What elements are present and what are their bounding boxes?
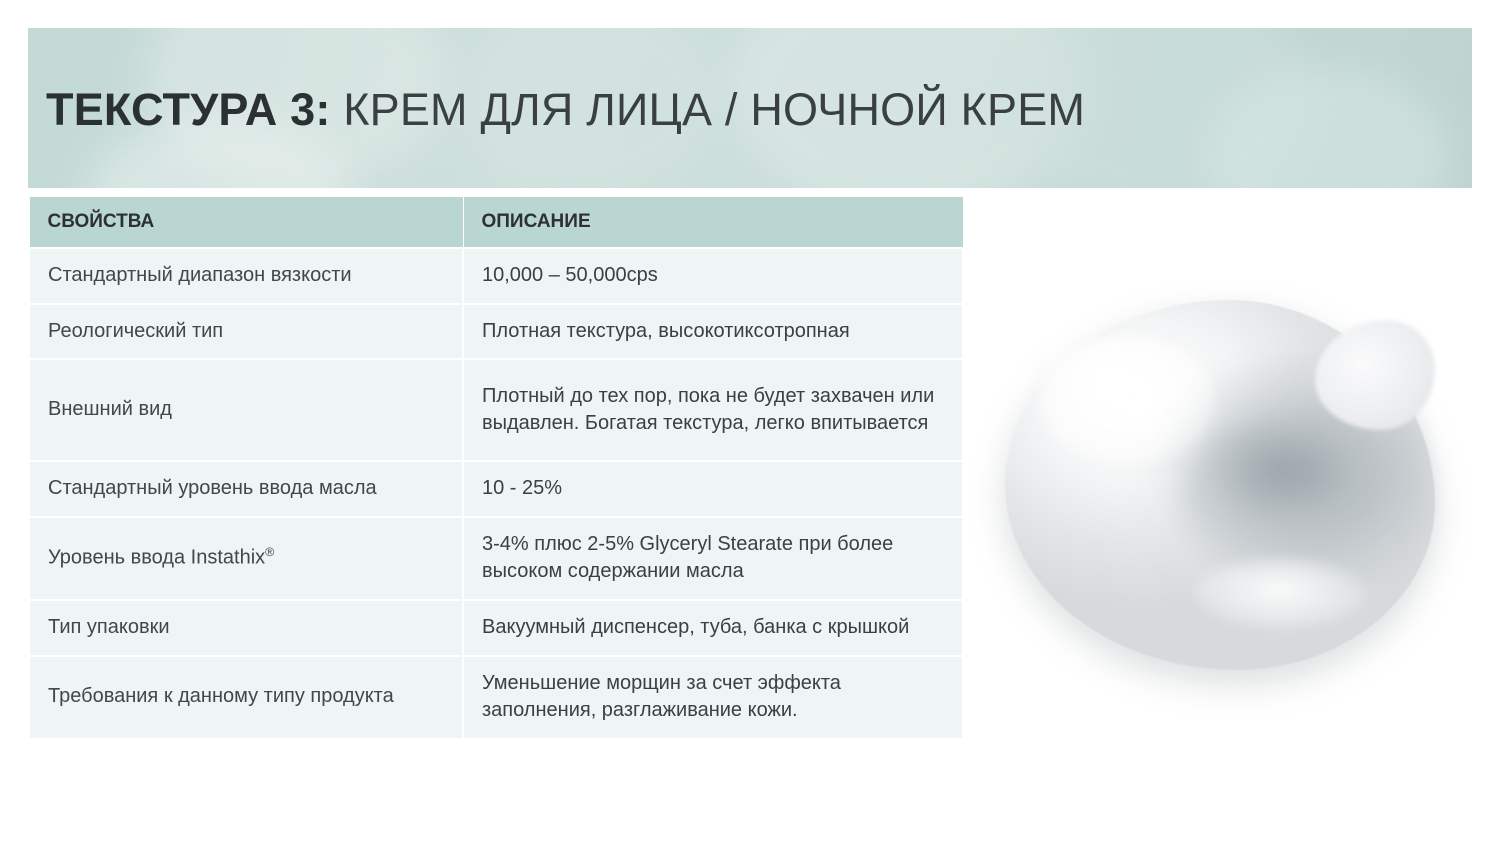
- cream-blob-highlight: [1040, 335, 1215, 465]
- column-header-properties: СВОЙСТВА: [29, 197, 463, 249]
- row-description: 3-4% плюс 2-5% Glyceryl Stearate при более высоком содержании масла: [463, 517, 963, 600]
- row-property: Реологический тип: [29, 304, 463, 360]
- row-property: Тип упаковки: [29, 600, 463, 656]
- table-header-row: [29, 197, 963, 249]
- row-description: Вакуумный диспенсер, туба, банка с крышкой: [463, 600, 963, 656]
- page-title-main: КРЕМ ДЛЯ ЛИЦА / НОЧНОЙ КРЕМ: [343, 84, 1086, 135]
- table-row: [29, 600, 963, 656]
- table-row: [29, 304, 963, 360]
- row-description: Плотный до тех пор, пока не будет захвачен или выдавлен. Богатая текстура, легко впитывается: [463, 359, 963, 461]
- row-property: Уровень ввода Instathix®: [29, 517, 463, 600]
- row-property: Внешний вид: [29, 359, 463, 461]
- row-property: Требования к данному типу продукта: [29, 656, 463, 739]
- cream-swatch-image: [985, 290, 1455, 690]
- page-title-prefix: ТЕКСТУРА 3:: [46, 84, 331, 135]
- table-row: [29, 461, 963, 517]
- row-description: Плотная текстура, высокотиксотропная: [463, 304, 963, 360]
- row-description: Уменьшение морщин за счет эффекта заполнения, разглаживание кожи.: [463, 656, 963, 739]
- table-row: [29, 517, 963, 600]
- specification-table: [28, 196, 964, 740]
- row-property: Стандартный уровень ввода масла: [29, 461, 463, 517]
- row-property: Стандартный диапазон вязкости: [29, 248, 463, 304]
- column-header-description: ОПИСАНИЕ: [463, 197, 963, 249]
- table-row: [29, 656, 963, 739]
- page-title: [46, 84, 1085, 136]
- cream-blob-highlight-lower: [1195, 558, 1365, 628]
- table-row: [29, 248, 963, 304]
- row-description: 10,000 – 50,000cps: [463, 248, 963, 304]
- header-banner: [28, 28, 1472, 188]
- table-row: [29, 359, 963, 461]
- row-description: 10 - 25%: [463, 461, 963, 517]
